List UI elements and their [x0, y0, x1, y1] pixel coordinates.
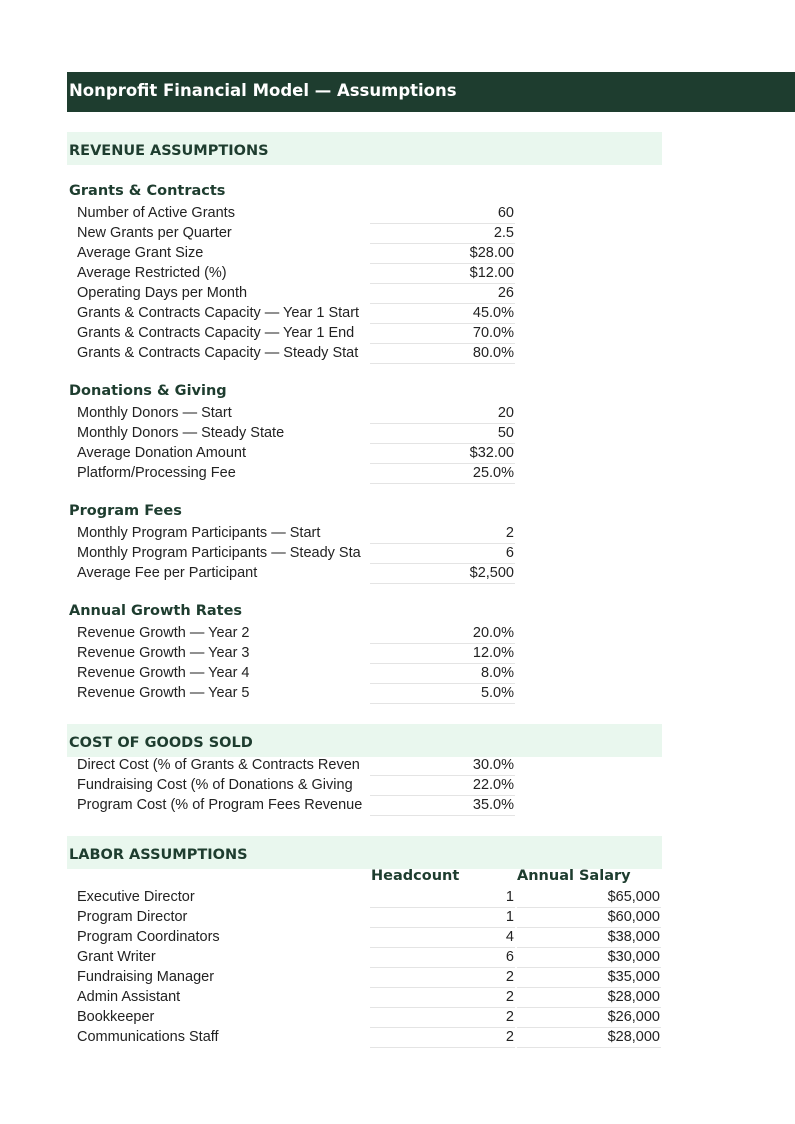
row-value: 60	[497, 205, 514, 221]
row-value: 20.0%	[472, 625, 514, 641]
table-row	[0, 755, 795, 775]
row-value: 25.0%	[472, 465, 514, 481]
salary-value: $38,000	[607, 929, 660, 945]
row-label: Monthly Donors — Start	[77, 405, 232, 421]
table-row	[0, 463, 795, 483]
table-row	[0, 887, 795, 907]
value-cell[interactable]	[370, 775, 515, 796]
salary-cell[interactable]	[517, 927, 661, 948]
value-cell[interactable]	[370, 323, 515, 344]
row-label: Grants & Contracts Capacity — Year 1 End	[77, 325, 355, 341]
row-value: 50	[497, 425, 514, 441]
row-label: Revenue Growth — Year 3	[77, 645, 250, 661]
salary-value: $26,000	[607, 1009, 660, 1025]
value-cell[interactable]	[370, 263, 515, 284]
row-label: Fundraising Manager	[77, 969, 215, 985]
row-label: New Grants per Quarter	[77, 225, 232, 241]
value-cell[interactable]	[370, 443, 515, 464]
row-label: Average Grant Size	[77, 245, 204, 261]
value-cell[interactable]	[370, 463, 515, 484]
salary-cell[interactable]	[517, 1027, 661, 1048]
table-row	[0, 775, 795, 795]
salary-column-header: Annual Salary	[517, 868, 631, 884]
value-cell[interactable]	[370, 203, 515, 224]
headcount-value: 2	[505, 989, 514, 1005]
value-cell[interactable]	[370, 887, 515, 908]
table-row	[0, 1007, 795, 1027]
row-label: Fundraising Cost (% of Donations & Giving	[77, 777, 353, 793]
table-row	[0, 443, 795, 463]
salary-value: $35,000	[607, 969, 660, 985]
row-label: Average Donation Amount	[77, 445, 247, 461]
row-label: Grants & Contracts Capacity — Steady Stat	[77, 345, 359, 361]
headcount-value: 2	[505, 1029, 514, 1045]
salary-value: $30,000	[607, 949, 660, 965]
table-row	[0, 907, 795, 927]
table-row	[0, 663, 795, 683]
revenue-section-band	[67, 132, 662, 165]
row-label: Program Coordinators	[77, 929, 220, 945]
value-cell[interactable]	[370, 755, 515, 776]
row-label: Revenue Growth — Year 5	[77, 685, 250, 701]
row-label: Communications Staff	[77, 1029, 219, 1045]
cogs-section-title: COST OF GOODS SOLD	[69, 735, 253, 751]
value-cell[interactable]	[370, 927, 515, 948]
row-label: Average Fee per Participant	[77, 565, 258, 581]
table-row	[0, 643, 795, 663]
donations-heading: Donations & Giving	[69, 383, 227, 399]
row-label: Number of Active Grants	[77, 205, 235, 221]
value-cell[interactable]	[370, 223, 515, 244]
value-cell[interactable]	[370, 283, 515, 304]
row-value: 22.0%	[472, 777, 514, 793]
table-row	[0, 795, 795, 815]
salary-cell[interactable]	[517, 967, 661, 988]
value-cell[interactable]	[370, 423, 515, 444]
row-label: Revenue Growth — Year 4	[77, 665, 250, 681]
value-cell[interactable]	[370, 523, 515, 544]
table-row	[0, 623, 795, 643]
row-label: Operating Days per Month	[77, 285, 248, 301]
headcount-value: 2	[505, 1009, 514, 1025]
salary-value: $28,000	[607, 1029, 660, 1045]
table-row	[0, 243, 795, 263]
table-row	[0, 563, 795, 583]
value-cell[interactable]	[370, 987, 515, 1008]
table-row	[0, 927, 795, 947]
table-row	[0, 423, 795, 443]
row-label: Program Director	[77, 909, 188, 925]
row-label: Admin Assistant	[77, 989, 181, 1005]
table-row	[0, 303, 795, 323]
value-cell[interactable]	[370, 1027, 515, 1048]
table-row	[0, 343, 795, 363]
row-value: 70.0%	[472, 325, 514, 341]
row-value: $12.00	[469, 265, 514, 281]
row-value: $2,500	[469, 565, 514, 581]
salary-cell[interactable]	[517, 907, 661, 928]
row-label: Executive Director	[77, 889, 195, 905]
row-label: Average Restricted (%)	[77, 265, 227, 281]
title-bar	[67, 72, 795, 112]
headcount-value: 1	[505, 889, 514, 905]
salary-value: $65,000	[607, 889, 660, 905]
value-cell[interactable]	[370, 683, 515, 704]
row-value: 12.0%	[472, 645, 514, 661]
salary-cell[interactable]	[517, 887, 661, 908]
table-row	[0, 683, 795, 703]
salary-cell[interactable]	[517, 1007, 661, 1028]
value-cell[interactable]	[370, 403, 515, 424]
row-value: 8.0%	[480, 665, 514, 681]
row-value: 5.0%	[480, 685, 514, 701]
row-value: $28.00	[469, 245, 514, 261]
row-value: 20	[497, 405, 514, 421]
table-row	[0, 1027, 795, 1047]
row-label: Grant Writer	[77, 949, 156, 965]
row-value: 6	[505, 545, 514, 561]
row-label: Monthly Program Participants — Start	[77, 525, 321, 541]
row-label: Monthly Program Participants — Steady Sta	[77, 545, 361, 561]
value-cell[interactable]	[370, 907, 515, 928]
value-cell[interactable]	[370, 563, 515, 584]
row-value: 45.0%	[472, 305, 514, 321]
value-cell[interactable]	[370, 343, 515, 364]
headcount-value: 4	[505, 929, 514, 945]
revenue-section-title: REVENUE ASSUMPTIONS	[69, 143, 269, 159]
headcount-value: 1	[505, 909, 514, 925]
row-value: $32.00	[469, 445, 514, 461]
value-cell[interactable]	[370, 543, 515, 564]
labor-section-band	[67, 836, 662, 869]
value-cell[interactable]	[370, 795, 515, 816]
value-cell[interactable]	[370, 1007, 515, 1028]
row-value: 2	[505, 525, 514, 541]
value-cell[interactable]	[370, 303, 515, 324]
cogs-section-band	[67, 724, 662, 757]
growth-heading: Annual Growth Rates	[69, 603, 243, 619]
table-row	[0, 403, 795, 423]
table-row	[0, 283, 795, 303]
salary-value: $28,000	[607, 989, 660, 1005]
row-label: Program Cost (% of Program Fees Revenue	[77, 797, 363, 813]
row-value: 35.0%	[472, 797, 514, 813]
row-value: 30.0%	[472, 757, 514, 773]
table-row	[0, 543, 795, 563]
table-row	[0, 523, 795, 543]
headcount-value: 6	[505, 949, 514, 965]
salary-value: $60,000	[607, 909, 660, 925]
row-label: Monthly Donors — Steady State	[77, 425, 285, 441]
table-row	[0, 323, 795, 343]
grants-heading: Grants & Contracts	[69, 183, 226, 199]
row-label: Platform/Processing Fee	[77, 465, 236, 481]
headcount-value: 2	[505, 969, 514, 985]
table-row	[0, 967, 795, 987]
row-value: 26	[497, 285, 514, 301]
table-row	[0, 987, 795, 1007]
labor-section-title: LABOR ASSUMPTIONS	[69, 847, 248, 863]
value-cell[interactable]	[370, 663, 515, 684]
value-cell[interactable]	[370, 243, 515, 264]
salary-cell[interactable]	[517, 987, 661, 1008]
row-value: 2.5	[493, 225, 514, 241]
value-cell[interactable]	[370, 623, 515, 644]
value-cell[interactable]	[370, 643, 515, 664]
row-label: Direct Cost (% of Grants & Contracts Reven	[77, 757, 360, 773]
row-label: Bookkeeper	[77, 1009, 155, 1025]
table-row	[0, 263, 795, 283]
salary-cell[interactable]	[517, 947, 661, 968]
page-title: Nonprofit Financial Model — Assumptions	[69, 81, 457, 100]
row-label: Grants & Contracts Capacity — Year 1 Start	[77, 305, 360, 321]
table-row	[0, 223, 795, 243]
value-cell[interactable]	[370, 967, 515, 988]
program-fees-heading: Program Fees	[69, 503, 182, 519]
row-value: 80.0%	[472, 345, 514, 361]
row-label: Revenue Growth — Year 2	[77, 625, 250, 641]
value-cell[interactable]	[370, 947, 515, 968]
table-row	[0, 947, 795, 967]
table-row	[0, 203, 795, 223]
headcount-column-header: Headcount	[371, 868, 460, 884]
